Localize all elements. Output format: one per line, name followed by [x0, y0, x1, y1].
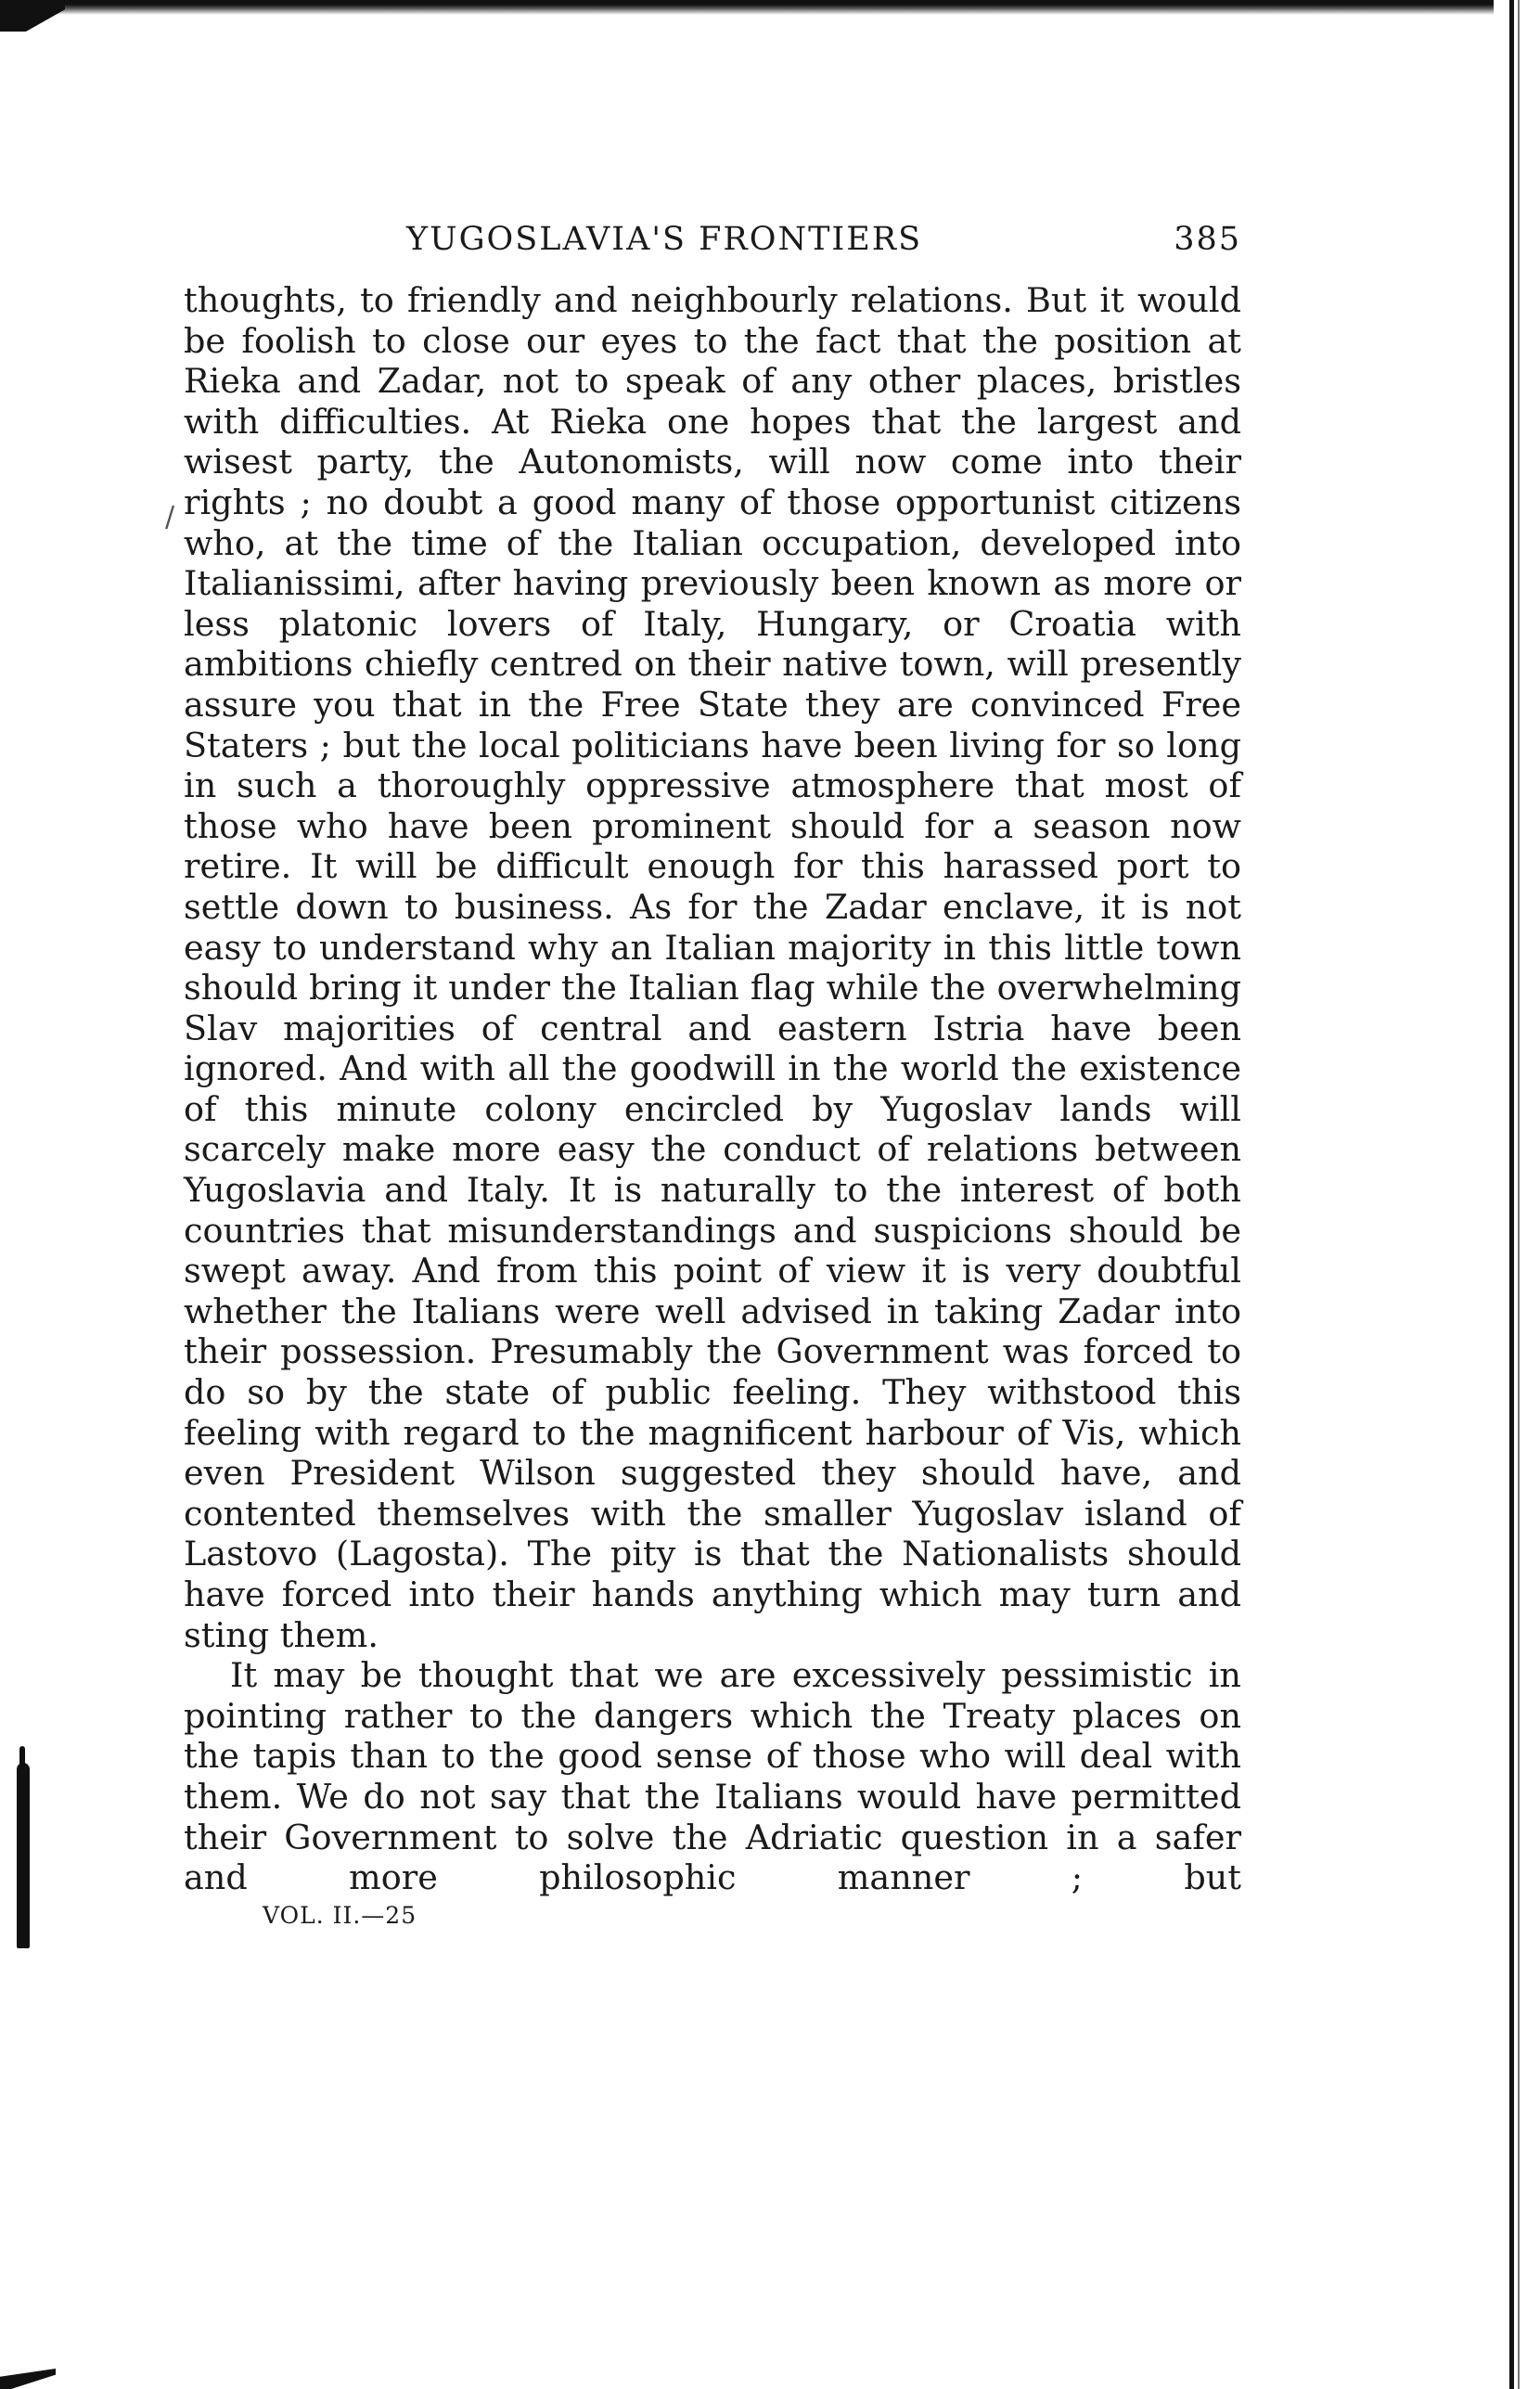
scan-right-edge-shadow	[1518, 0, 1520, 2389]
signature-mark: VOL. II.—25	[263, 1901, 417, 1929]
scan-top-edge	[0, 0, 1494, 15]
paragraph-1: thoughts, to friendly and neighbourly relations. But it would be foolish to close our eyes to the fact that the position at Rieka and Zadar, not to speak of any other places, bristles with difficulties. At Rieka one hopes that the largest and wisest party, the Autonomists, will now come into their rights ; no doubt a good many of those opportunist citizens who, at the time of the Italian occupation, developed into Italianissimi, after having previously been known as more or less platonic lovers of Italy, Hungary, or Croatia with ambitions chiefly centred on their native town, will presently assure you that in the Free State they are convinced Free Staters ; but the local politicians have been living for so long in such a thoroughly oppressive atmosphere that most of those who have been prominent should for a season now retire. It will be difficult enough for this harassed port to settle down to business. As for the Zadar enclave, it is not easy to understand why an Italian majority in this little town should bring it under the Italian flag while the overwhelming Slav majorities of central and eastern Istria have been ignored. And with all the goodwill in the world the existence of this minute colony encircled by Yugoslav lands will scarcely make more easy the conduct of relations between Yugoslavia and Italy. It is naturally to the interest of both countries that misunderstandings and suspicions should be swept away. And from this point of view it is very doubtful whether the Italians were well advised in taking Zadar into their possession. Presumably the Government was forced to do so by the state of public feeling. They withstood this feeling with regard to the magnificent harbour of Vis, which even President Wilson suggested they should have, and contented themselves with the smaller Yugoslav island of Lastovo (Lagosta). The pity is that the Nationalists should have forced into their hands anything which may turn and sting them.	[184, 280, 1241, 1655]
page-number: 385	[1174, 221, 1241, 258]
page	[184, 215, 1241, 1929]
running-head-title: YUGOSLAVIA'S FRONTIERS	[406, 221, 923, 258]
margin-tick: /	[165, 501, 175, 533]
paragraph-2: It may be thought that we are excessively pessimistic in pointing rather to the dangers which the Treaty places on the tapis than to the good sense of those who will deal with them. We do not say that the Italians would have permitted their Government to solve the Adriatic question in a safer and more philosophic manner ; but	[184, 1655, 1241, 1898]
scan-corner-shadow	[0, 0, 65, 32]
scan-right-edge	[1509, 0, 1514, 2389]
running-head	[184, 215, 1241, 280]
corner-mark	[0, 2369, 56, 2389]
margin-mark	[17, 1763, 30, 1948]
